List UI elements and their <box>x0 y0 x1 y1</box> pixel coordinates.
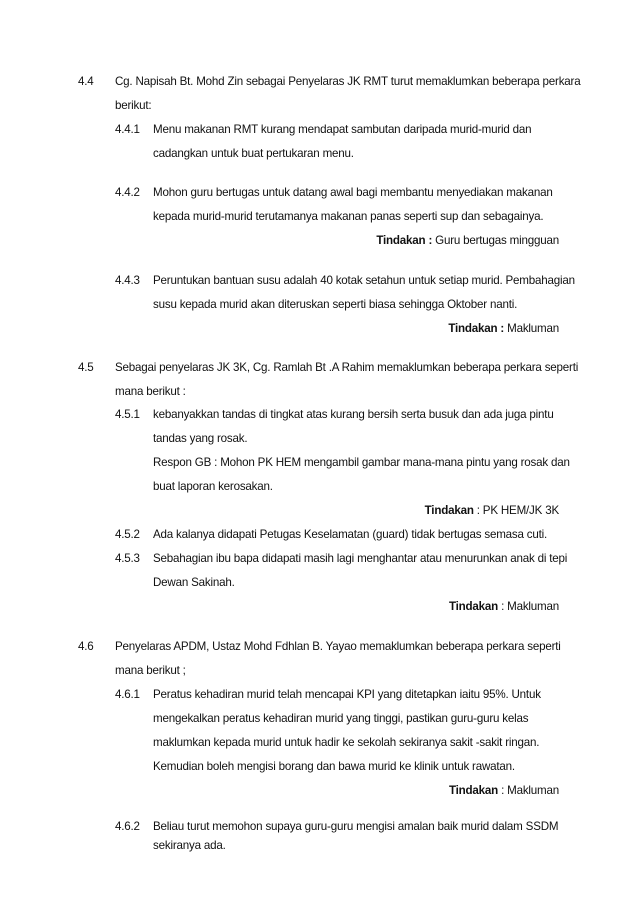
tindakan-line <box>449 600 559 613</box>
item-text: Respon GB : Mohon PK HEM mengambil gambar mana-mana pintu yang rosak dan <box>153 456 570 469</box>
section-intro: mana berikut ; <box>115 664 186 677</box>
item-text: Beliau turut memohon supaya guru-guru mengisi amalan baik murid dalam SSDM <box>153 820 559 833</box>
section-intro: mana berikut : <box>115 385 186 398</box>
item-text: Dewan Sakinah. <box>153 576 235 589</box>
item-text: sekiranya ada. <box>153 839 226 852</box>
tindakan-value: Makluman <box>504 322 559 335</box>
item-text: Peruntukan bantuan susu adalah 40 kotak setahun untuk setiap murid. Pembahagian <box>153 274 575 287</box>
item-text: susu kepada murid akan diteruskan seperti biasa sehingga Oktober nanti. <box>153 298 518 311</box>
item-text: tandas yang rosak. <box>153 432 248 445</box>
section-intro: Sebagai penyelaras JK 3K, Cg. Ramlah Bt .A Rahim memaklumkan beberapa perkara seperti <box>115 361 579 374</box>
item-text: mengekalkan peratus kehadiran murid yang tinggi, pastikan guru-guru kelas <box>153 712 529 725</box>
item-text: Mohon guru bertugas untuk datang awal bagi membantu menyediakan makanan <box>153 186 553 199</box>
section-number: 4.4 <box>78 75 94 88</box>
tindakan-label: Tindakan <box>424 504 474 517</box>
tindakan-label: Tindakan <box>448 784 499 797</box>
section-intro: berikut: <box>115 99 152 112</box>
item-text: Sebahagian ibu bapa didapati masih lagi menghantar atau menurunkan anak di tepi <box>153 552 568 565</box>
tindakan-line <box>376 234 559 247</box>
item-number: 4.6.1 <box>115 688 140 701</box>
item-number: 4.5.3 <box>115 552 140 565</box>
section-number: 4.6 <box>78 640 94 653</box>
item-text: kebanyakkan tandas di tingkat atas kurang bersih serta busuk dan ada juga pintu <box>153 408 554 421</box>
item-text: buat laporan kerosakan. <box>153 480 273 493</box>
tindakan-line <box>425 504 559 517</box>
item-number: 4.4.3 <box>115 274 140 287</box>
tindakan-line <box>448 322 559 335</box>
item-number: 4.5.1 <box>115 408 140 421</box>
tindakan-label: Tindakan <box>448 600 499 613</box>
tindakan-value: Guru bertugas mingguan <box>432 234 559 247</box>
tindakan-label: Tindakan : <box>376 234 433 247</box>
section-intro: Cg. Napisah Bt. Mohd Zin sebagai Penyelaras JK RMT turut memaklumkan beberapa perkara <box>115 75 581 88</box>
tindakan-value: : Makluman <box>498 784 559 797</box>
item-number: 4.6.2 <box>115 820 140 833</box>
item-number: 4.5.2 <box>115 528 140 541</box>
item-text: Menu makanan RMT kurang mendapat sambutan daripada murid-murid dan <box>153 123 532 136</box>
tindakan-label: Tindakan : <box>448 322 505 335</box>
item-text: maklumkan kepada murid untuk hadir ke sekolah sekiranya sakit -sakit ringan. <box>153 736 540 749</box>
item-text: kepada murid-murid terutamanya makanan panas seperti sup dan sebagainya. <box>153 210 544 223</box>
tindakan-value: : PK HEM/JK 3K <box>473 504 559 517</box>
item-text: Kemudian boleh mengisi borang dan bawa murid ke klinik untuk rawatan. <box>153 760 515 773</box>
section-number: 4.5 <box>78 361 94 374</box>
item-text: Ada kalanya didapati Petugas Keselamatan (guard) tidak bertugas semasa cuti. <box>153 528 548 541</box>
item-number: 4.4.2 <box>115 186 140 199</box>
item-text: cadangkan untuk buat pertukaran menu. <box>153 147 354 160</box>
section-intro: Penyelaras APDM, Ustaz Mohd Fdhlan B. Yayao memaklumkan beberapa perkara seperti <box>115 640 561 653</box>
item-number: 4.4.1 <box>115 123 140 136</box>
tindakan-value: : Makluman <box>498 600 559 613</box>
tindakan-line <box>449 784 559 797</box>
item-text: Peratus kehadiran murid telah mencapai KPI yang ditetapkan iaitu 95%. Untuk <box>153 688 541 701</box>
